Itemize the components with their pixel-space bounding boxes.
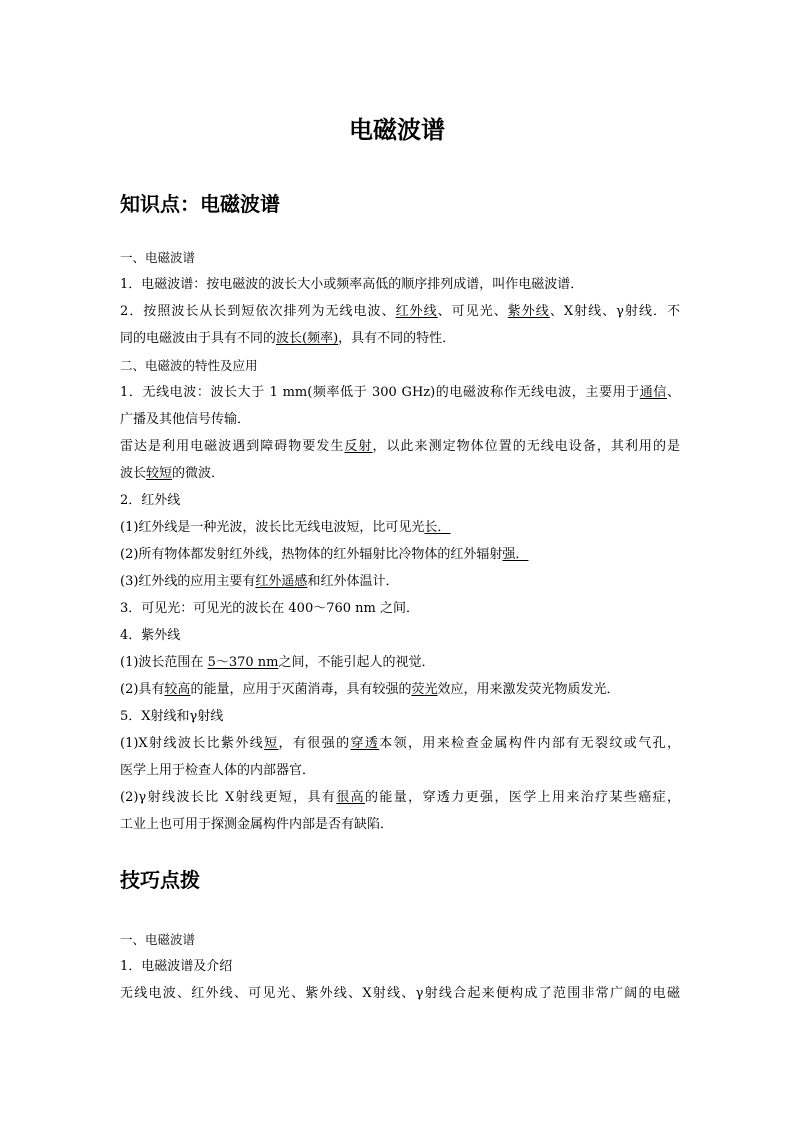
underlined-term: 反射 [344,439,373,454]
text-line: (1)红外线是一种光波，波长比无线电波短，比可见光长． [120,520,451,535]
underlined-term: 红外线 [395,304,438,319]
document-title: 电磁波谱 [349,116,445,144]
text-line: 医学上用于检查人体的内部器官． [120,763,316,778]
text-line: 5．X射线和γ射线 [120,709,224,724]
tips-heading: 技巧点拨 [120,868,200,892]
underlined-term: 穿透 [350,736,380,751]
underlined-term: 强． [502,547,529,562]
section-spectrum-heading: 一、电磁波谱 [120,250,196,265]
text-line: (3)红外线的应用主要有红外遥感和红外体温计． [120,574,399,589]
text-line: (2)具有较高的能量，应用于灭菌消毒，具有较强的荧光效应，用来激发荧光物质发光． [120,682,620,697]
text-line: 无线电波、红外线、可见光、紫外线、X射线、γ射线合起来便构成了范围非常广阔的电磁 [120,986,680,1001]
text-line: 波长较短的微波． [120,466,225,481]
text-line: 工业上也可用于探测金属构件内部是否有缺陷． [120,817,394,832]
text-line: 1．电磁波谱：按电磁波的波长大小或频率高低的顺序排列成谱，叫作电磁波谱． [120,277,584,292]
section-properties-heading: 二、电磁波的特性及应用 [120,358,258,373]
underlined-term: 5～370 nm [207,655,279,670]
text-line: (2)所有物体都发射红外线，热物体的红外辐射比冷物体的红外辐射强． [120,547,529,562]
underlined-term: 长． [424,520,451,535]
knowledge-heading: 知识点：电磁波谱 [120,192,280,216]
underlined-term: 紫外线 [507,304,550,319]
text-line: 1．无线电波：波长大于 1 mm(频率低于 300 GHz)的电磁波称作无线电波，主要用于通信、 [120,385,680,400]
underlined-term: 波长(频率) [276,331,339,346]
underlined-term: 短 [264,736,279,751]
underlined-term: 通信 [639,385,667,400]
text-line: 4．紫外线 [120,628,181,643]
text-line: (1)波长范围在 5～370 nm之间，不能引起人的视觉． [120,655,435,670]
text-line: 3．可见光：可见光的波长在 400～760 nm 之间． [120,601,419,616]
underlined-term: 红外遥感 [255,574,308,589]
text-line: 同的电磁波由于具有不同的波长(频率)，具有不同的特性． [120,331,456,346]
underlined-term: 很高 [336,790,366,805]
underlined-term: 较高 [164,682,191,697]
text-line: 2．按照波长从长到短依次排列为无线电波、红外线、可见光、紫外线、X射线、γ射线．不 [120,304,680,319]
underlined-term: 荧光 [411,682,438,697]
text-line: 雷达是利用电磁波遇到障碍物要发生反射，以此来测定物体位置的无线电设备，其利用的是 [120,439,680,454]
section-spectrum-heading: 一、电磁波谱 [120,932,196,947]
underlined-term: 较短 [146,466,173,481]
text-line: (1)X射线波长比紫外线短，有很强的穿透本领，用来检查金属构件内部有无裂纹或气孔， [120,736,680,751]
text-line: 1．电磁波谱及介绍 [120,959,233,974]
text-line: (2)γ射线波长比 X射线更短，具有很高的能量，穿透力更强，医学上用来治疗某些癌症， [120,790,680,805]
text-line: 2．红外线 [120,493,181,508]
text-line: 广播及其他信号传输． [120,412,251,427]
